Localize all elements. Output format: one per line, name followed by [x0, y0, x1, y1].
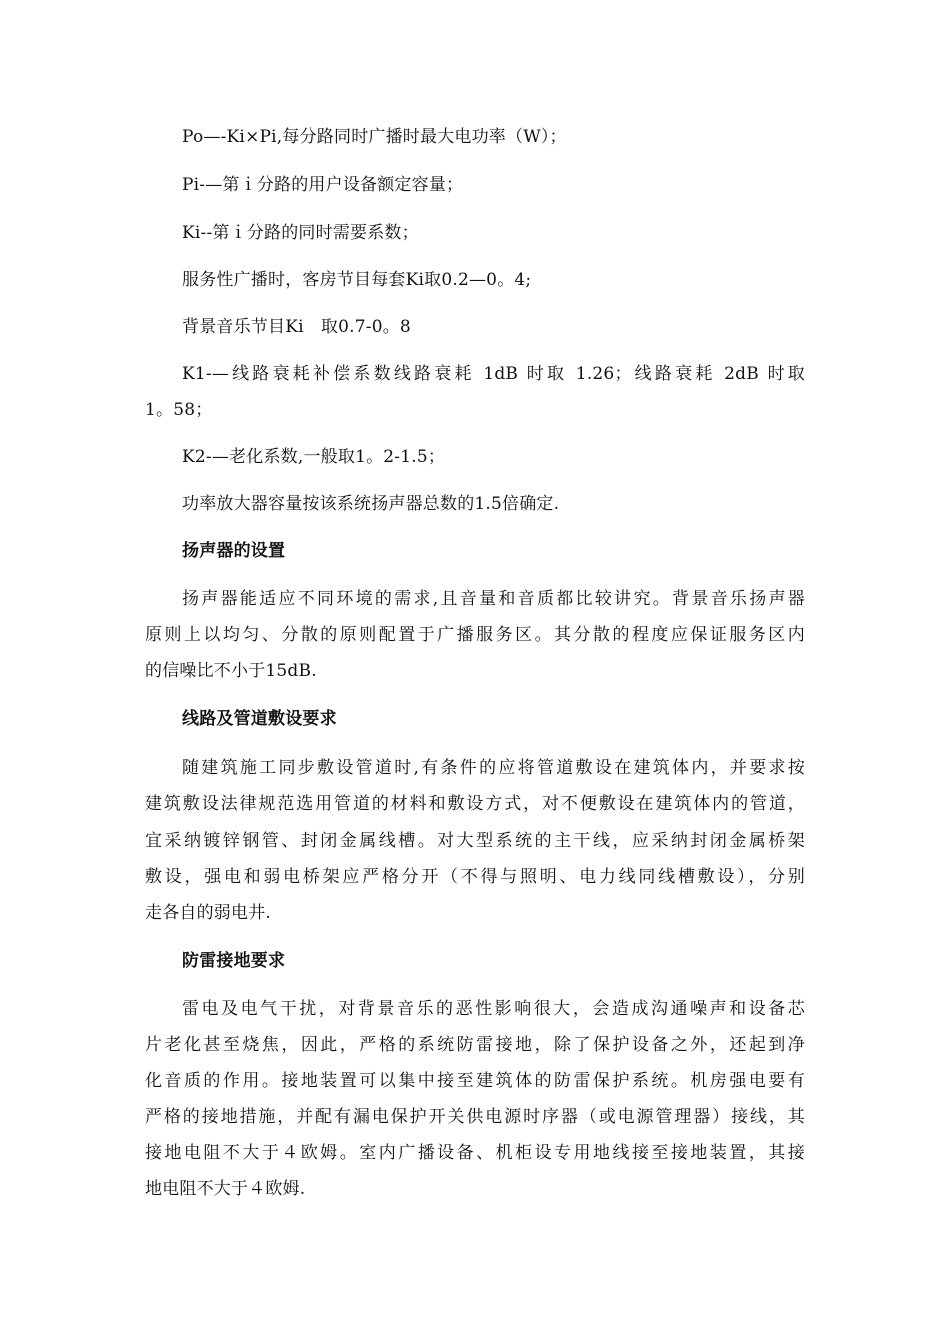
- formula-k1-line1: K1-—线路衰耗补偿系数线路衰耗 1dB 时取 1.26；线路衰耗 2dB 时取: [182, 364, 805, 384]
- wiring-line-3: 宜采纳镀锌钢管、封闭金属线槽。对大型系统的主干线，应采纳封闭金属桥架: [145, 831, 805, 851]
- grounding-line-6: 地电阻不大于４欧姆.: [145, 1179, 306, 1199]
- formula-background: 背景音乐节目Ki 取0.7-0。8: [182, 317, 411, 337]
- speaker-line-2: 原则上以均匀、分散的原则配置于广播服务区。其分散的程度应保证服务区内: [145, 625, 805, 645]
- section-heading-speaker: 扬声器的设置: [182, 541, 286, 561]
- formula-po: Po—-Ki×Pi,每分路同时广播时最大电功率（W）；: [182, 127, 567, 147]
- grounding-line-3: 化音质的作用。接地装置可以集中接至建筑体的防雷保护系统。机房强电要有: [145, 1071, 805, 1091]
- formula-k1-line2: 1。58；: [145, 400, 213, 420]
- section-heading-wiring: 线路及管道敷设要求: [182, 709, 337, 729]
- formula-pi: Pi-—第ｉ分路的用户设备额定容量；: [182, 175, 464, 195]
- formula-ki: Ki--第ｉ分路的同时需要系数；: [182, 223, 419, 243]
- formula-k2: K2-—老化系数,一般取1。2-1.5；: [182, 447, 446, 467]
- formula-service: 服务性广播时，客房节目每套Ki取0.2—0。4;: [182, 270, 532, 290]
- wiring-line-1: 随建筑施工同步敷设管道时,有条件的应将管道敷设在建筑体内，并要求按: [182, 758, 805, 778]
- wiring-line-4: 敷设，强电和弱电桥架应严格分开（不得与照明、电力线同线槽敷设），分别: [145, 867, 805, 887]
- grounding-line-2: 片老化甚至烧焦，因此，严格的系统防雷接地，除了保护设备之外，还起到净: [145, 1035, 805, 1055]
- formula-amp: 功率放大器容量按该系统扬声器总数的1.5倍确定.: [182, 494, 560, 514]
- wiring-line-5: 走各自的弱电井.: [145, 903, 272, 923]
- wiring-line-2: 建筑敷设法律规范选用管道的材料和敷设方式，对不便敷设在建筑体内的管道，: [145, 794, 805, 814]
- speaker-line-1: 扬声器能适应不同环境的需求,且音量和音质都比较讲究。背景音乐扬声器: [182, 589, 805, 609]
- grounding-line-5: 接地电阻不大于４欧姆。室内广播设备、机柜设专用地线接至接地装置，其接: [145, 1143, 805, 1163]
- grounding-line-4: 严格的接地措施，并配有漏电保护开关供电源时序器（或电源管理器）接线，其: [145, 1107, 805, 1127]
- speaker-line-3: 的信噪比不小于15dB.: [145, 661, 317, 681]
- section-heading-grounding: 防雷接地要求: [182, 951, 286, 971]
- grounding-line-1: 雷电及电气干扰，对背景音乐的恶性影响很大，会造成沟通噪声和设备芯: [182, 999, 805, 1019]
